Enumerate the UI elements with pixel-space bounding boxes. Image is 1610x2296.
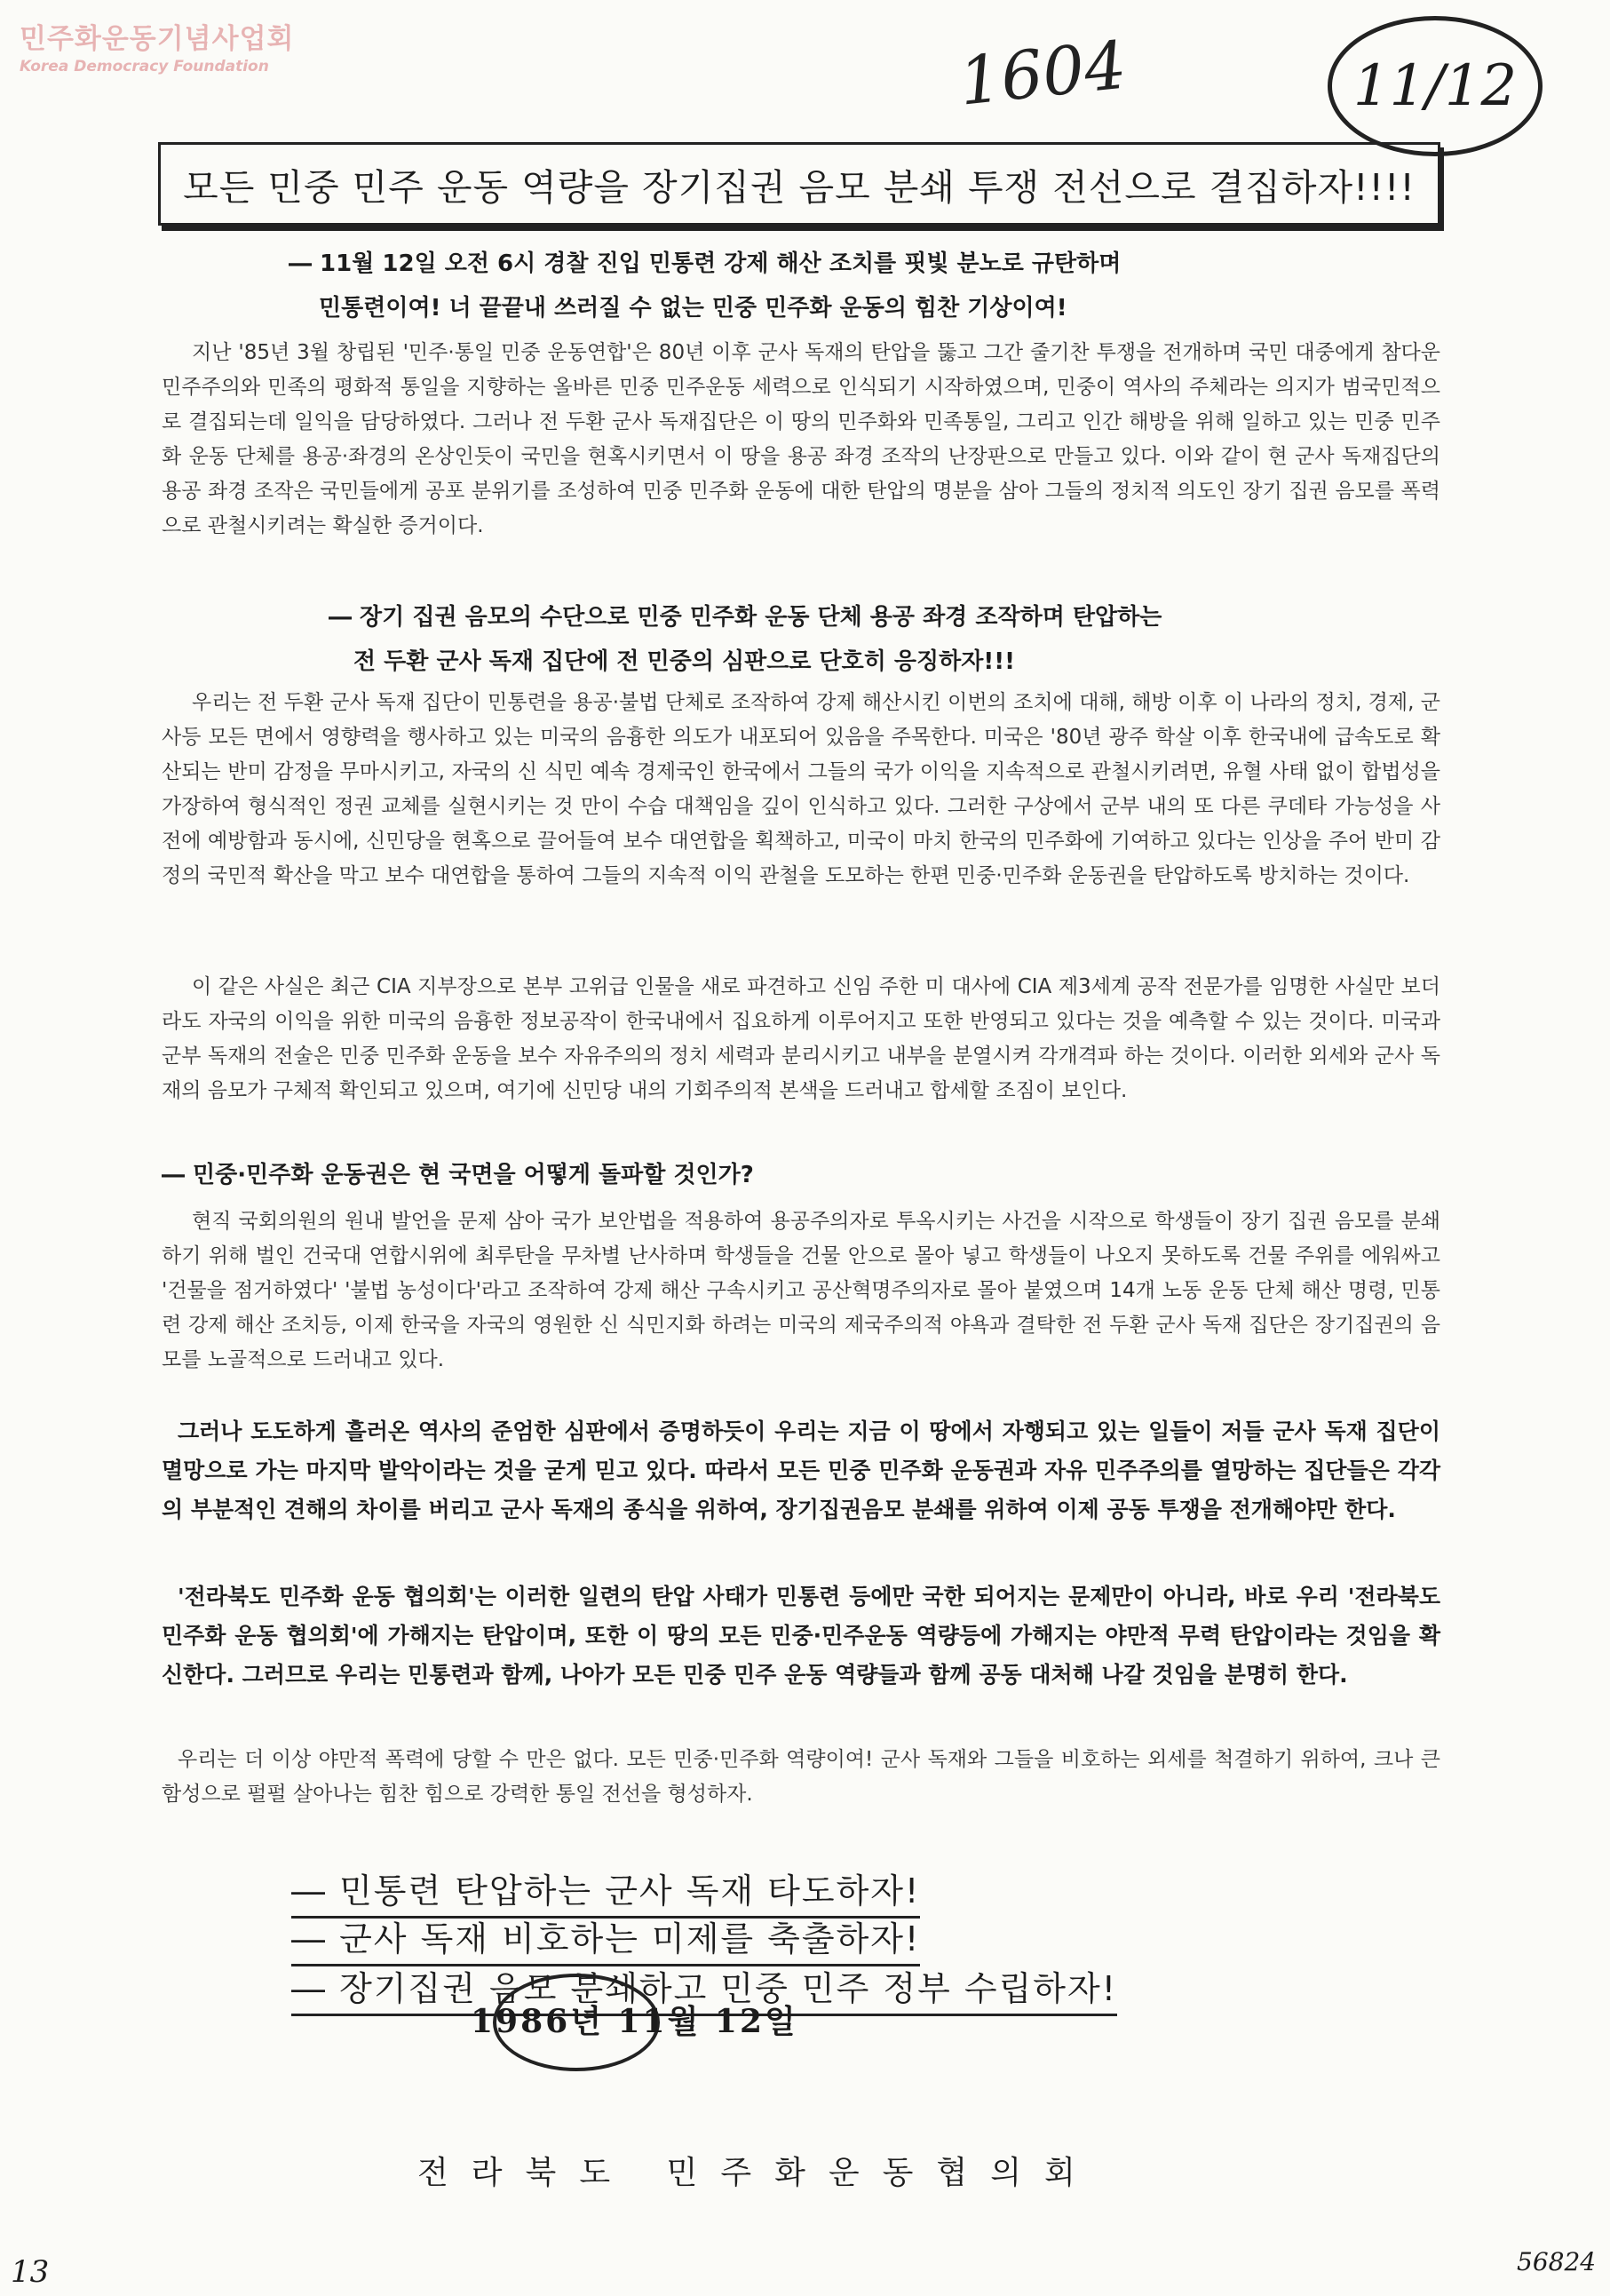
heading-1-line2: 민통련이여! 너 끝끝내 쓰러질 수 없는 민중 민주화 운동의 힘찬 기상이여! (319, 295, 1067, 322)
document-date: 1986년 11월 12일 (471, 2003, 798, 2040)
corner-mark-left: 13 (11, 2254, 50, 2290)
heading-2 (329, 595, 1162, 684)
paragraph-2: 우리는 전 두환 군사 독재 집단이 민통련을 용공·불법 단체로 조작하여 강제 해산시킨 이번의 조치에 대해, 해방 이후 이 나라의 정치, 경제, 군사등 모든 면에서 영향력을 행사하고 있는 미국의 음흉한 의도가 내포되어 있음을 주목한다. 미국은 '80년 광주 학살 이후 한국내에 급속도로 확산되는 반미 감정을 무마시키고, 자국의 신 식민 예속 경제국인 한국에서 그들의 국가 이익을 지속적으로 관철시키려면, 유혈 사태 없이 합법성을 가장하여 형식적인 정권 교체를 실현시키는 것 만이 수습 대책임을 깊이 인식하고 있다. 그러한 구상에서 군부 내의 또 다른 쿠데타 가능성을 사전에 예방함과 동시에, 신민당을 현혹으로 끌어들여 보수 대연합을 획책하고, 미국이 마치 한국의 민주화에 기여하고 있다는 인상을 주어 반미 감정의 국민적 확산을 막고 보수 대연합을 통하여 그들의 지속적 이익 관철을 도모하는 한편 민중·민주화 운동권을 탄압하도록 방치하는 것이다. (162, 691, 1440, 887)
paragraph-3: 이 같은 사실은 최근 CIA 지부장으로 본부 고위급 인물을 새로 파견하고 신임 주한 미 대사에 CIA 제3세계 공작 전문가를 임명한 사실만 보더라도 자국의 이익을 위한 미국의 음흉한 정보공작이 한국내에서 집요하게 이루어지고 또한 반영되고 있다는 것을 예측할 수 있는 것이다. 미국과 군부 독재의 전술은 민중 민주화 운동을 보수 자유주의의 정치 세력과 분리시키고 내부을 분열시켜 각개격파 하는 것이다. 이러한 외세와 군사 독재의 음모가 구체적 확인되고 있으며, 여기에 신민당 내의 기회주의적 본색을 드러내고 합세할 조짐이 보인다. (162, 975, 1440, 1102)
heading-1 (289, 242, 1121, 330)
organization-name: 전라북도 민주화운동협의회 (417, 2155, 1098, 2191)
slogan-3: ― 장기집권 음모 분쇄하고 민중 민주 정부 수립하자! (291, 1961, 1117, 2016)
heading-3: ― 민중·민주화 운동권은 현 국면을 어떻게 돌파할 것인가? (162, 1162, 754, 1188)
watermark (20, 16, 294, 75)
slogan-1: ― 민통련 탄압하는 군사 독재 타도하자! (291, 1863, 920, 1919)
watermark-korean: 민주화운동기념사업회 (20, 23, 295, 55)
handwritten-number: 1604 (956, 27, 1130, 121)
heading-1-line1: ― 11월 12일 오전 6시 경찰 진입 민통련 강제 해산 조치를 핏빛 분노로 규탄하며 (289, 250, 1122, 277)
heading-2-line2: 전 두환 군사 독재 집단에 전 민중의 심판으로 단호히 응징하자!!! (353, 648, 1015, 675)
paragraph-1: 지난 '85년 3월 창립된 '민주·통일 민중 운동연합'은 80년 이후 군사 독재의 탄압을 뚫고 그간 줄기찬 투쟁을 전개하며 국민 대중에게 참다운 민주주의와 민족의 평화적 통일을 지향하는 올바른 민중 민주운동 세력으로 인식되기 시작하였으며, 민중이 역사의 주체라는 의지가 범국민적으로 결집되는데 일익을 담당하였다. 그러나 전 두환 군사 독재집단은 이 땅의 민주화와 민족통일, 그리고 인간 해방을 위해 일하고 있는 민중 민주화 운동 단체를 용공·좌경의 온상인듯이 국민을 현혹시키면서 이 땅을 용공 좌경 조작의 난장판으로 만들고 있다. 이와 같이 현 군사 독재집단의 용공 좌경 조작은 국민들에게 공포 분위기를 조성하여 민중 민주화 운동에 대한 탄압의 명분을 삼아 그들의 정치적 의도인 장기 집권 음모를 폭력으로 관철시키려는 확실한 증거이다. (162, 341, 1440, 537)
circled-date-text: 11/12 (1352, 53, 1518, 119)
paragraph-7: 우리는 더 이상 야만적 폭력에 당할 수 만은 없다. 모든 민중·민주화 역량이여! 군사 독재와 그들을 비호하는 외세를 척결하기 위하여, 크나 큰 함성으로 펄펄 살아나는 힘찬 힘으로 강력한 통일 전선을 형성하자. (162, 1748, 1440, 1806)
slogan-2: ― 군사 독재 비호하는 미제를 축출하자! (291, 1911, 920, 1966)
paragraph-6: '전라북도 민주화 운동 협의회'는 이러한 일련의 탄압 사태가 민통련 등에만 국한 되어지는 문제만이 아니라, 바로 우리 '전라북도 민주화 운동 협의회'에 가해지는 탄압이며, 또한 이 땅의 모든 민중·민주운동 역량등에 가해지는 야만적 무력 탄압이라는 것임을 확신한다. 그러므로 우리는 민통련과 함께, 나아가 모든 민중 민주 운동 역량들과 함께 공동 대처해 나갈 것임을 분명히 한다. (162, 1584, 1440, 1688)
watermark-english: Korea Democracy Foundation (20, 58, 269, 75)
title-box (158, 142, 1440, 226)
heading-2-line1: ― 장기 집권 음모의 수단으로 민중 민주화 운동 단체 용공 좌경 조작하며 탄압하는 (329, 604, 1162, 631)
document-title: 모든 민중 민주 운동 역량을 장기집권 음모 분쇄 투쟁 전선으로 결집하자!!!! (183, 165, 1416, 209)
paragraph-5: 그러나 도도하게 흘러온 역사의 준엄한 심판에서 증명하듯이 우리는 지금 이 땅에서 자행되고 있는 일들이 저들 군사 독재 집단이 멸망으로 가는 마지막 발악이라는 것을 굳게 믿고 있다. 따라서 모든 민중 민주화 운동권과 자유 민주주의를 열망하는 집단들은 각각의 부분적인 견해의 차이를 버리고 군사 독재의 종식을 위하여, 장기집권음모 분쇄를 위하여 이제 공동 투쟁을 전개해야만 한다. (162, 1418, 1440, 1522)
paragraph-4: 현직 국회의원의 원내 발언을 문제 삼아 국가 보안법을 적용하여 용공주의자로 투옥시키는 사건을 시작으로 학생들이 장기 집권 음모를 분쇄하기 위해 벌인 건국대 연합시위에 최루탄을 무차별 난사하며 학생들을 건물 안으로 몰아 넣고 학생들이 나오지 못하도록 건물 주위를 에워싸고 '건물을 점거하였다' '불법 농성이다'라고 조작하여 강제 해산 구속시키고 공산혁명주의자로 몰아 붙였으며 14개 노동 운동 단체 해산 명령, 민통련 강제 해산 조치등, 이제 한국을 자국의 영원한 신 식민지화 하려는 미국의 제국주의적 야욕과 결탁한 전 두환 군사 독재 집단은 장기집권의 음모를 노골적으로 드러내고 있다. (162, 1210, 1440, 1371)
circled-date-mark (1328, 16, 1543, 156)
archive-number: 56824 (1517, 2247, 1597, 2276)
